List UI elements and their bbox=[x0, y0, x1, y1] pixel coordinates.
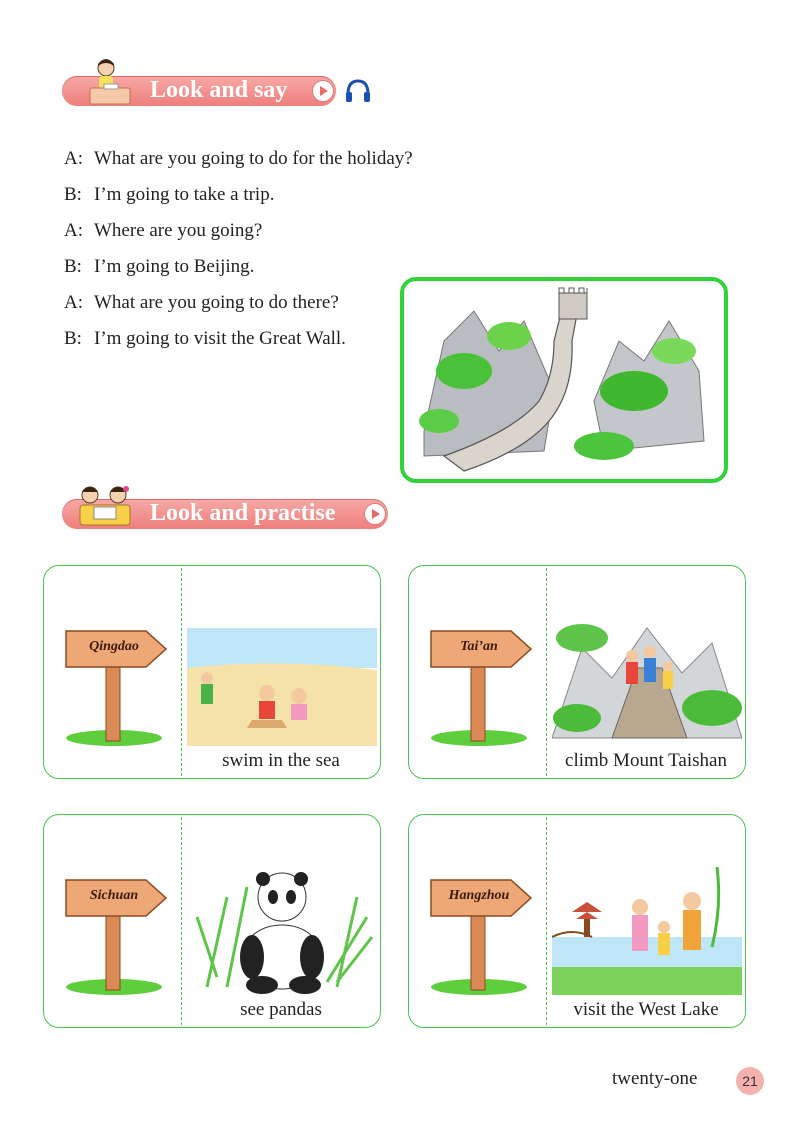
dialogue-line bbox=[64, 146, 484, 182]
practice-card-taian bbox=[408, 565, 746, 779]
speaker: B: bbox=[64, 184, 82, 205]
activity-caption: climb Mount Taishan bbox=[565, 750, 727, 771]
line-text: I’m going to take a trip. bbox=[94, 184, 275, 205]
section-title: Look and say bbox=[150, 77, 288, 103]
dashed-divider bbox=[181, 568, 182, 776]
mountain-climbing-illustration bbox=[552, 608, 742, 746]
practice-card-qingdao bbox=[43, 565, 381, 779]
play-arrow-icon[interactable] bbox=[364, 503, 386, 525]
beach-scene-illustration bbox=[187, 608, 377, 746]
place-label: Sichuan bbox=[89, 888, 139, 903]
speaker: B: bbox=[64, 256, 82, 277]
place-label: Tai’an bbox=[460, 639, 498, 654]
activity-caption: see pandas bbox=[240, 999, 322, 1020]
speaker: A: bbox=[64, 220, 83, 241]
two-children-reading-icon bbox=[74, 483, 136, 531]
dashed-divider bbox=[181, 817, 182, 1025]
dialogue-line bbox=[64, 218, 484, 254]
panda-illustration bbox=[187, 857, 377, 995]
west-lake-illustration bbox=[552, 857, 742, 995]
place-label: Qingdao bbox=[89, 639, 139, 654]
signpost-icon bbox=[419, 855, 544, 1000]
dashed-divider bbox=[546, 568, 547, 776]
activity-caption: visit the West Lake bbox=[573, 999, 719, 1020]
practice-card-sichuan bbox=[43, 814, 381, 1028]
section-title: Look and practise bbox=[150, 500, 336, 526]
look-and-say-header bbox=[62, 76, 382, 106]
great-wall-illustration bbox=[404, 281, 724, 479]
practice-card-hangzhou bbox=[408, 814, 746, 1028]
dashed-divider bbox=[546, 817, 547, 1025]
place-label: Hangzhou bbox=[448, 888, 510, 903]
signpost-icon bbox=[54, 855, 179, 1000]
activity-caption: swim in the sea bbox=[222, 750, 340, 771]
dialogue-line bbox=[64, 182, 484, 218]
headphones-icon[interactable] bbox=[344, 78, 372, 104]
page-number-word: twenty-one bbox=[612, 1068, 698, 1089]
line-text: I’m going to Beijing. bbox=[94, 256, 255, 277]
speaker: B: bbox=[64, 328, 82, 349]
speaker: A: bbox=[64, 292, 83, 313]
signpost-icon bbox=[54, 606, 179, 751]
great-wall-picture bbox=[400, 277, 728, 483]
speaker: A: bbox=[64, 148, 83, 169]
play-arrow-icon[interactable] bbox=[312, 80, 334, 102]
page-number-badge: 21 bbox=[736, 1067, 764, 1095]
signpost-icon bbox=[419, 606, 544, 751]
child-at-desk-icon bbox=[84, 56, 138, 108]
line-text: Where are you going? bbox=[94, 220, 263, 241]
look-and-practise-header bbox=[62, 499, 392, 529]
line-text: What are you going to do there? bbox=[94, 292, 339, 313]
line-text: What are you going to do for the holiday? bbox=[94, 148, 413, 169]
line-text: I’m going to visit the Great Wall. bbox=[94, 328, 346, 349]
